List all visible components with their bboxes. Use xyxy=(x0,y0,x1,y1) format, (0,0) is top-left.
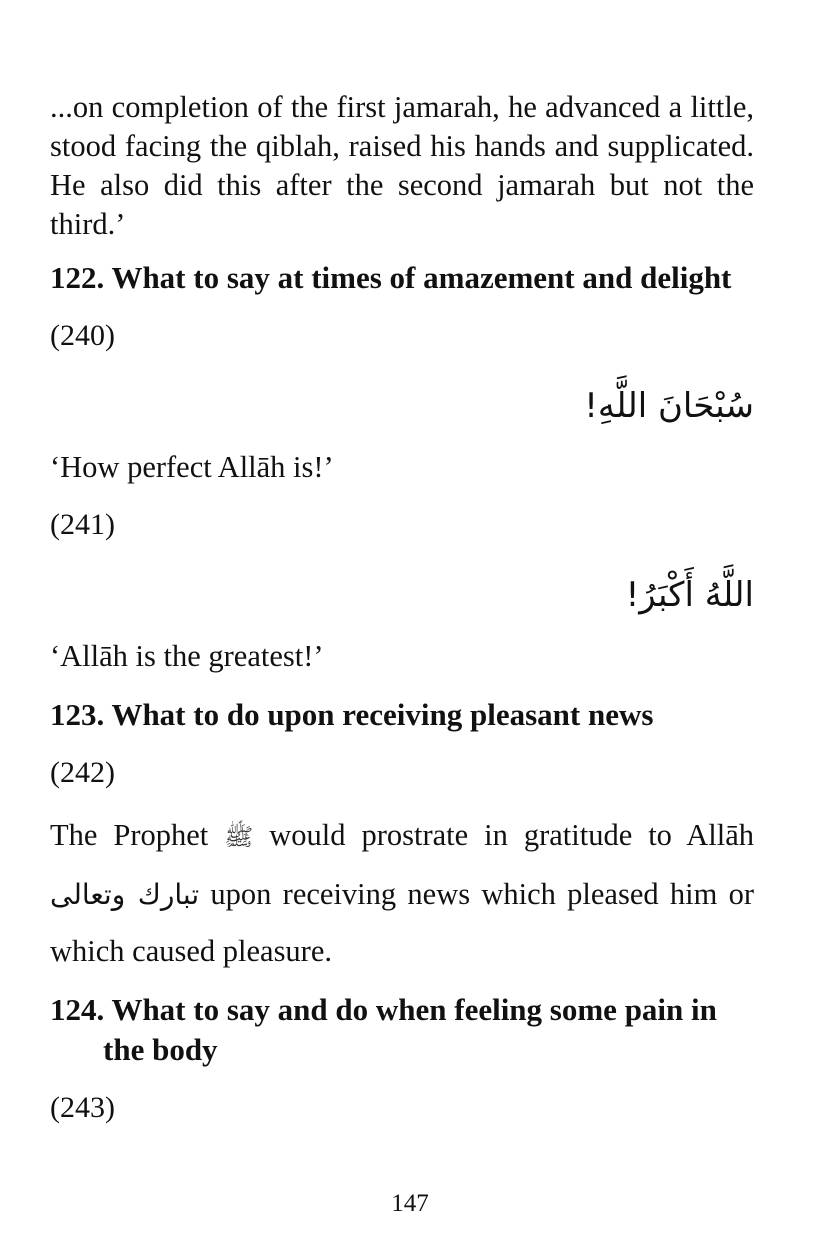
salawat-symbol: ﷺ xyxy=(224,823,254,851)
arabic-subhanallah: سُبْحَانَ اللَّهِ! xyxy=(584,386,754,426)
paragraph-242 xyxy=(50,807,754,980)
section-124 xyxy=(50,990,754,1127)
section-heading-122: 122. What to say at times of amazement and delight xyxy=(50,260,732,295)
text-segment: The Prophet xyxy=(50,818,225,852)
section-122 xyxy=(50,258,754,675)
section-123 xyxy=(50,695,754,980)
page-content xyxy=(50,88,754,1148)
text-segment: upon receiving news which pleased him or which caused pleasure. xyxy=(50,877,754,968)
section-heading-124: 124. What to say and do when feeling some pain in the body xyxy=(50,992,717,1067)
page-number: 147 xyxy=(391,1190,429,1217)
ref-240: (240) xyxy=(50,319,115,352)
text-segment: would prostrate in gratitude to Allāh xyxy=(253,818,754,852)
translation-241: ‘Allāh is the greatest!’ xyxy=(50,639,324,673)
arabic-allahu-akbar: اللَّهُ أَكْبَرُ! xyxy=(625,575,754,615)
section-heading-123: 123. What to do upon receiving pleasant news xyxy=(50,697,654,732)
translation-240: ‘How perfect Allāh is!’ xyxy=(50,450,334,484)
ref-241: (241) xyxy=(50,508,115,541)
arabic-inline-tabaraka: تبارك وتعالى xyxy=(50,878,200,911)
ref-242: (242) xyxy=(50,756,115,789)
intro-paragraph: ...on completion of the first jamarah, he advanced a little, stood facing the qiblah, raised his hands and supplicated. He also did this after the second jamarah but not the third.’ xyxy=(50,90,754,241)
ref-243: (243) xyxy=(50,1091,115,1124)
